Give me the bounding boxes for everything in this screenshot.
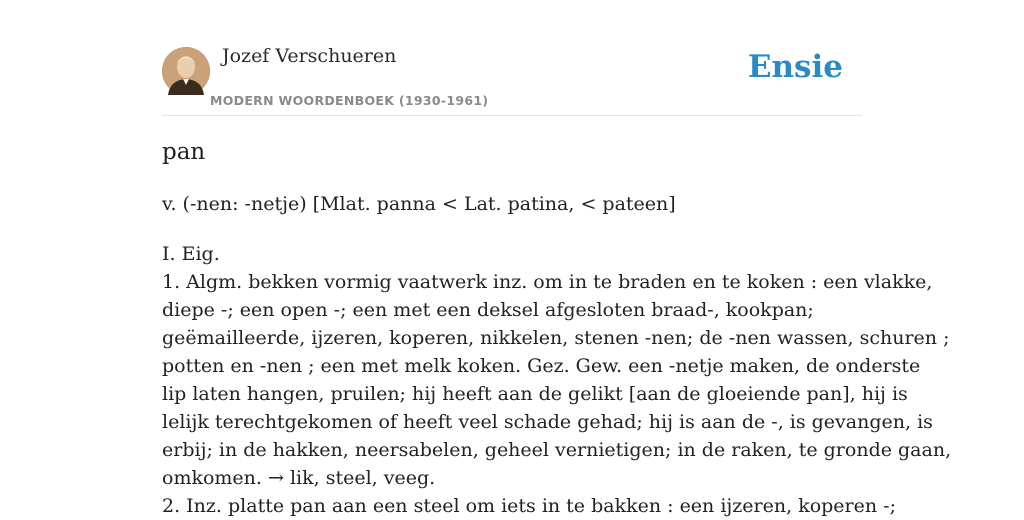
definition-line: omkomen. → lik, steel, veeg. [162, 467, 436, 489]
entry-header [162, 0, 862, 116]
source-label[interactable]: MODERN WOORDENBOEK (1930-1961) [210, 93, 489, 108]
brand-logo[interactable]: Ensie [747, 49, 843, 85]
entry-definition [162, 240, 952, 520]
entry-grammar: v. (-nen: -netje) [Mlat. panna < Lat. patina, < pateen] [162, 193, 676, 215]
entry-headword: pan [162, 139, 206, 165]
definition-line: I. Eig. [162, 243, 220, 265]
definition-line: geëmailleerde, ijzeren, koperen, nikkelen, stenen -nen; de -nen wassen, schuren ; [162, 327, 950, 349]
definition-line: 2. Inz. platte pan aan een steel om iets in te bakken : een ijzeren, koperen -; [162, 495, 896, 517]
author-name[interactable]: Jozef Verschueren [222, 45, 397, 67]
definition-line: potten en -nen ; een met melk koken. Gez. Gew. een -netje maken, de onderste [162, 355, 921, 377]
definition-line: erbij; in de hakken, neersabelen, geheel vernietigen; in de raken, te gronde gaan, [162, 439, 952, 461]
definition-line: lip laten hangen, pruilen; hij heeft aan de gelikt [aan de gloeiende pan], hij is [162, 383, 908, 405]
author-portrait-icon [162, 47, 210, 95]
definition-line: 1. Algm. bekken vormig vaatwerk inz. om in te braden en te koken : een vlakke, [162, 271, 933, 293]
entry-page [162, 0, 952, 517]
definition-line: diepe -; een open -; een met een deksel afgesloten braad-, kookpan; [162, 299, 814, 321]
definition-line: lelijk terechtgekomen of heeft veel schade gehad; hij is aan de -, is gevangen, is [162, 411, 933, 433]
author-avatar[interactable] [162, 47, 210, 95]
